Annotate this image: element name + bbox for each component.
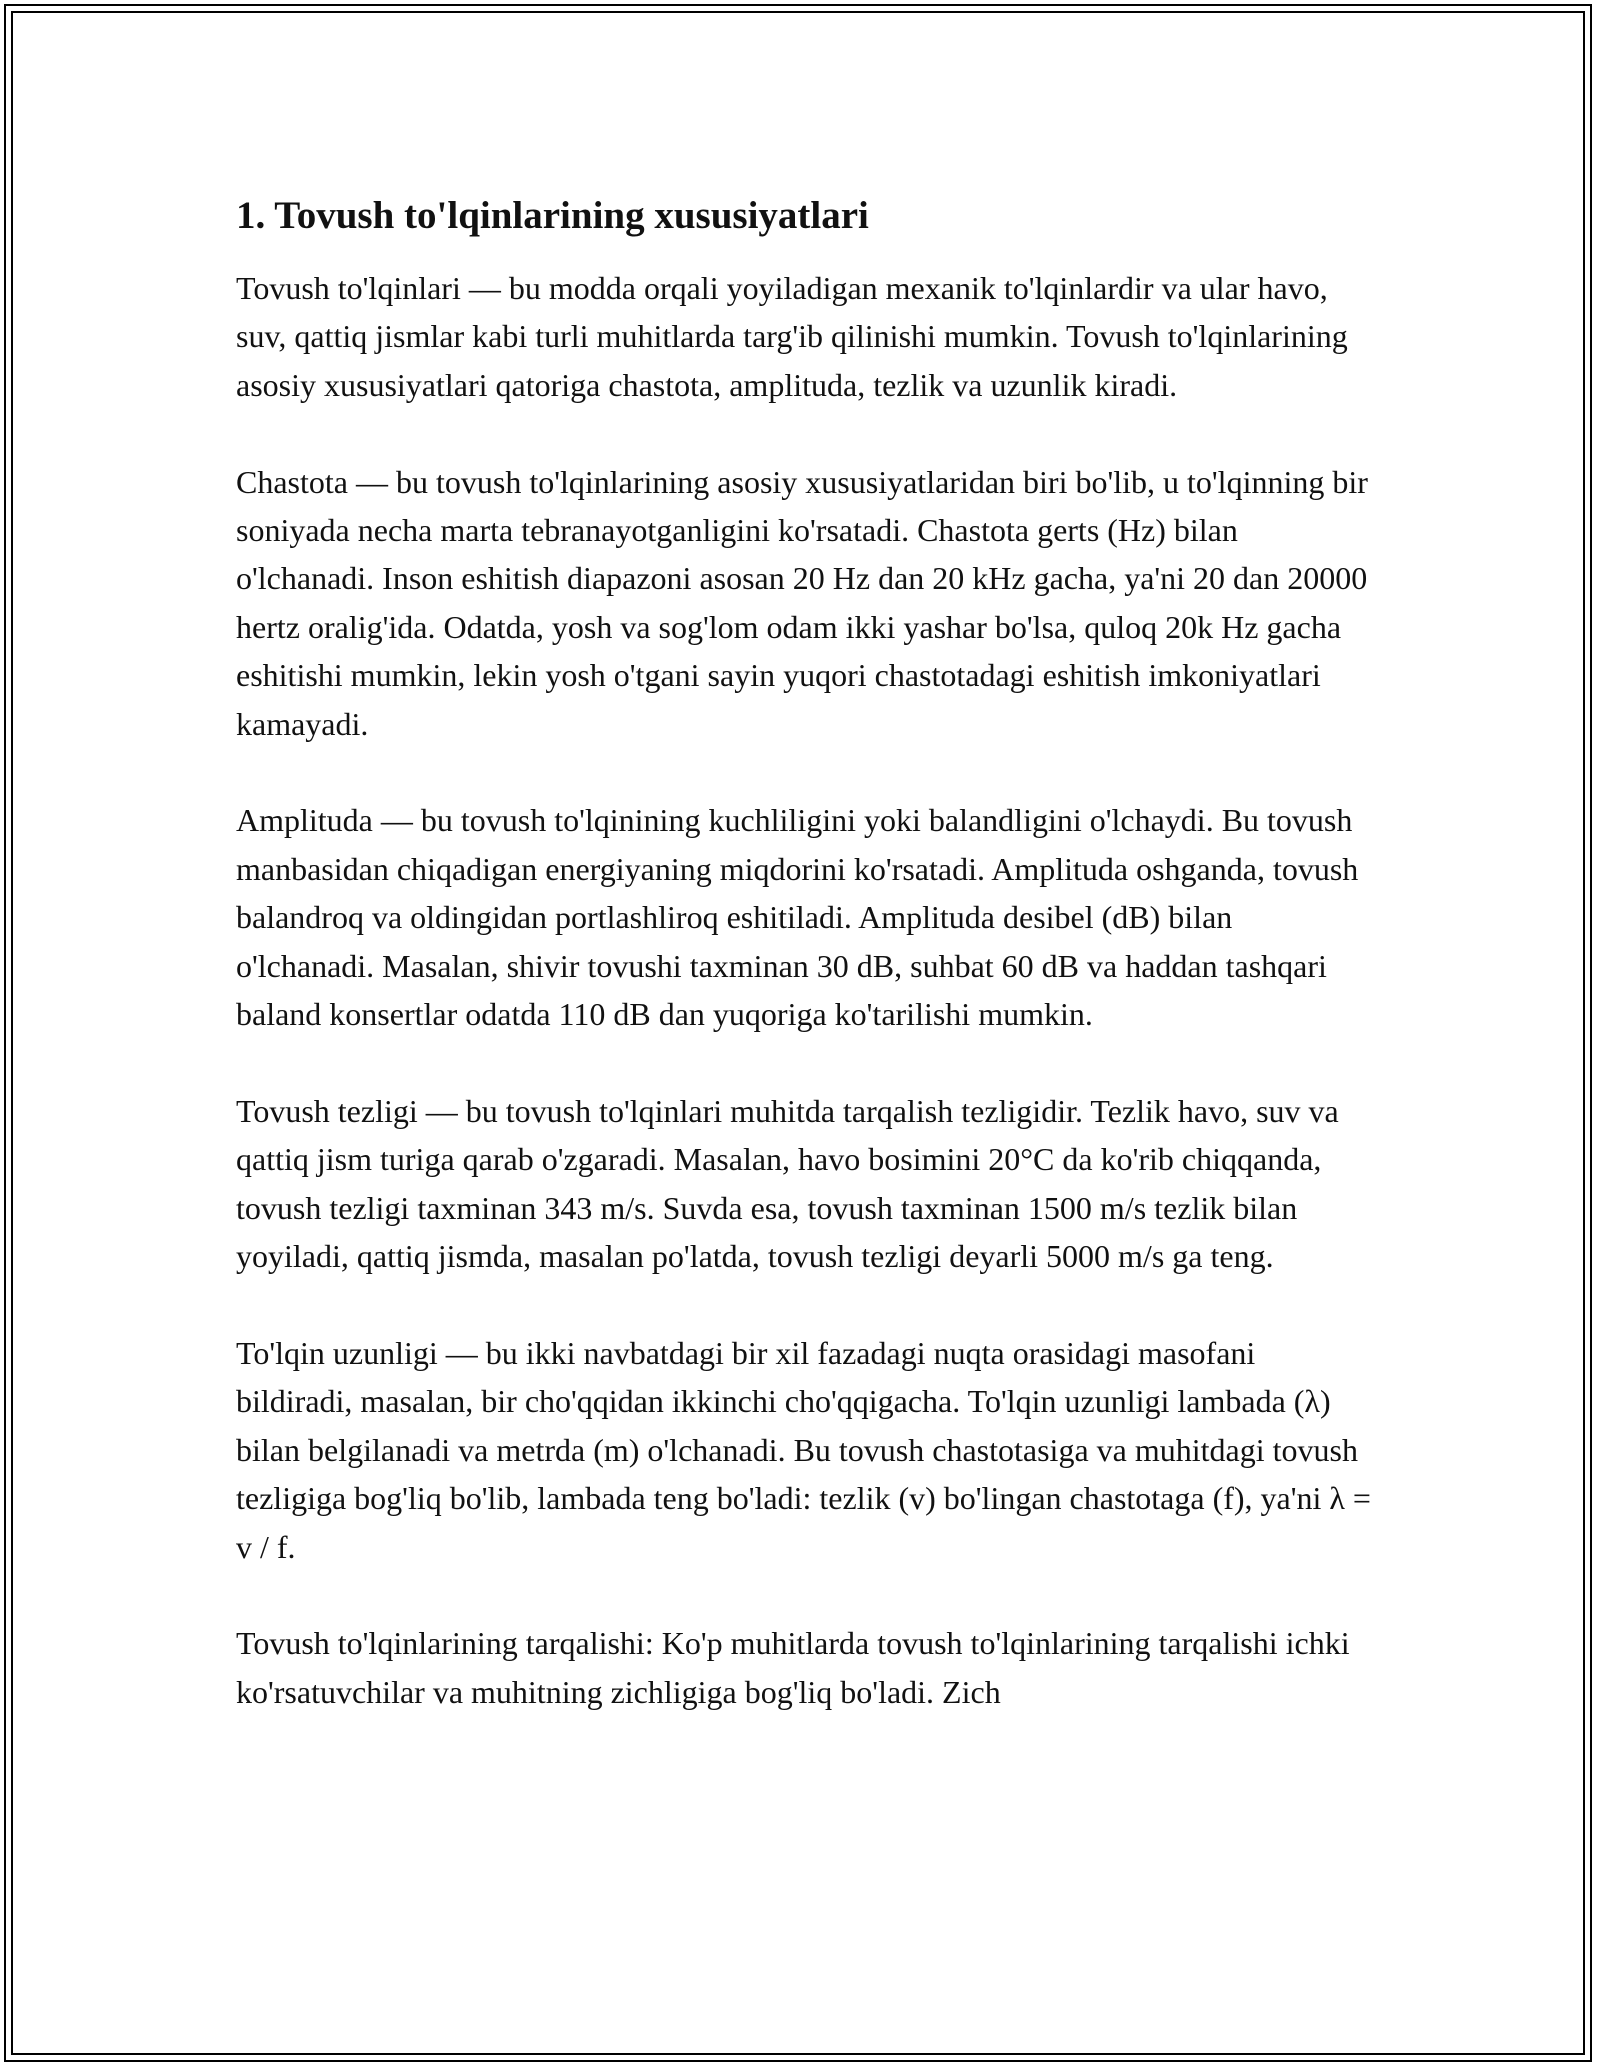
paragraph-speed: Tovush tezligi — bu tovush to'lqinlari muhitda tarqalish tezligidir. Tezlik havo, suv va qattiq jism turiga qarab o'zgaradi. Masalan, havo bosimini 20°C da ko'rib chiqqanda, tovush tezligi taxminan 343 m/s. Suvda esa, tovush taxminan 1500 m/s tezlik bilan yoyiladi, qattiq jismda, masalan po'latda, tovush tezligi deyarli 5000 m/s ga teng.	[236, 1092, 1339, 1275]
paragraph-propagation: Tovush to'lqinlarining tarqalishi: Ko'p muhitlarda tovush to'lqinlarining tarqalishi ichki ko'rsatuvchilar va muhitning zichligiga bog'liq bo'ladi. Zich	[236, 1625, 1350, 1710]
document-page	[236, 180, 1376, 1765]
paragraph-frequency: Chastota — bu tovush to'lqinlarining asosiy xususiyatlaridan biri bo'lib, u to'lqinning bir soniyada necha marta tebranayotganligini ko'rsatadi. Chastota gerts (Hz) bilan o'lchanadi. Inson eshitish diapazoni asosan 20 Hz dan 20 kHz gacha, ya'ni 20 dan 20000 hertz oralig'ida. Odatda, yosh va sog'lom odam ikki yashar bo'lsa, quloq 20k Hz gacha eshitishi mumkin, lekin yosh o'tgani sayin yuqori chastotadagi eshitish imkoniyatlari kamayadi.	[236, 463, 1368, 742]
paragraph-wavelength: To'lqin uzunligi — bu ikki navbatdagi bir xil fazadagi nuqta orasidagi masofani bildiradi, masalan, bir cho'qqidan ikkinchi cho'qqigacha. To'lqin uzunligi lambada (λ) bilan belgilanadi va metrda (m) o'lchanadi. Bu tovush chastotasiga va muhitdagi tovush tezligiga bog'liq bo'lib, lambada teng bo'ladi: tezlik (v) bo'lingan chastotaga (f), ya'ni λ = v / f.	[236, 1334, 1371, 1565]
paragraph-amplitude: Amplituda — bu tovush to'lqinining kuchliligini yoki balandligini o'lchaydi. Bu tovush manbasidan chiqadigan energiyaning miqdorini ko'rsatadi. Amplituda oshganda, tovush balandroq va oldingidan portlashliroq eshitiladi. Amplituda desibel (dB) bilan o'lchanadi. Masalan, shivir tovushi taxminan 30 dB, suhbat 60 dB va haddan tashqari baland konsertlar odatda 110 dB dan yuqoriga ko'tarilishi mumkin.	[236, 802, 1359, 1033]
section-heading: 1. Tovush to'lqinlarining xususiyatlari	[236, 194, 869, 237]
paragraph-intro: Tovush to'lqinlari — bu modda orqali yoyiladigan mexanik to'lqinlardir va ular havo, suv, qattiq jismlar kabi turli muhitlarda targ'ib qilinishi mumkin. Tovush to'lqinlarining asosiy xususiyatlari qatoriga chastota, amplituda, tezlik va uzunlik kiradi.	[236, 270, 1348, 403]
